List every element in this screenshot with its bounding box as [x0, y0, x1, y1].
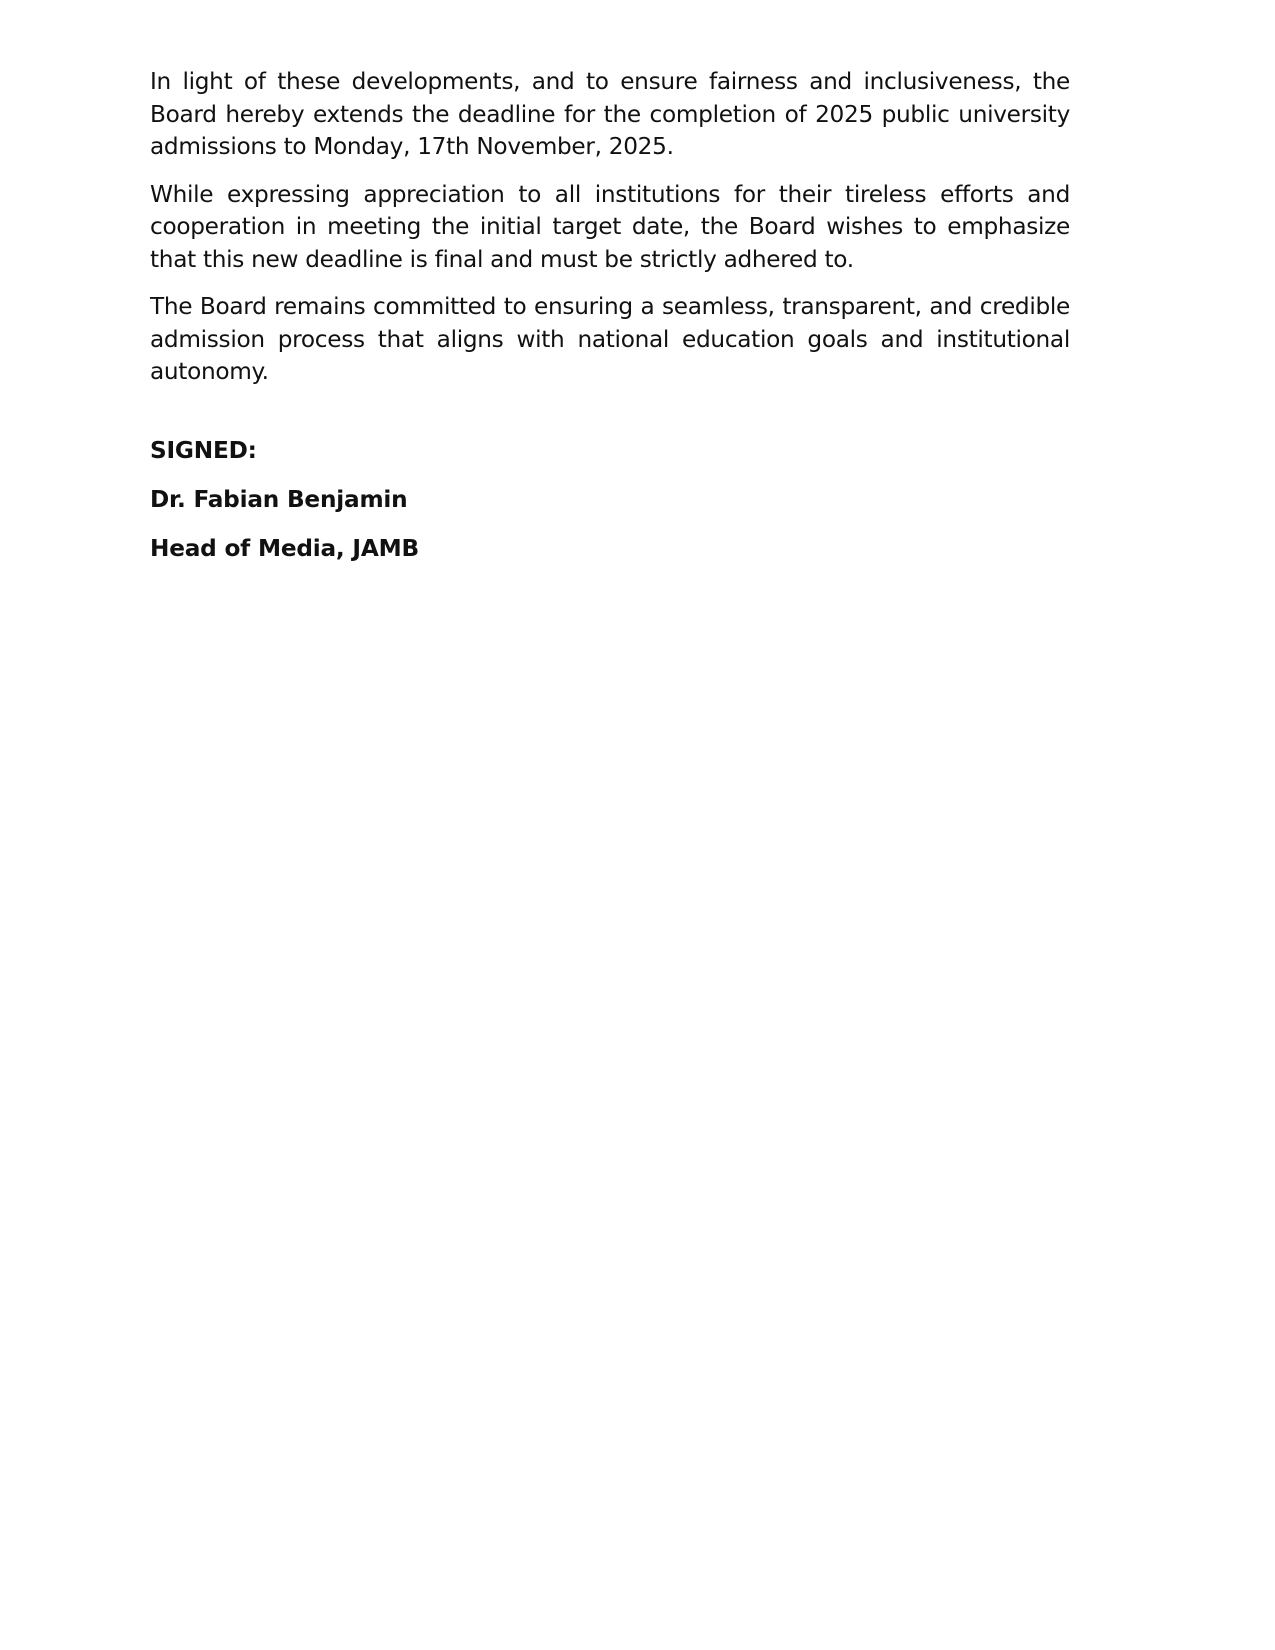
signed-label: SIGNED:: [150, 436, 257, 464]
document-body: [150, 66, 1070, 584]
paragraph-deadline-extension: In light of these developments, and to ensure fairness and inclusiveness, the Board hereby extends the deadline for the completion of 2025 public university admissions to Monday, 17th November, 2025.: [150, 68, 1070, 160]
paragraph-commitment: The Board remains committed to ensuring a seamless, transparent, and credible admission process that aligns with national education goals and institutional autonomy.: [150, 293, 1070, 385]
paragraph-appreciation: While expressing appreciation to all institutions for their tireless efforts and cooperation in meeting the initial target date, the Board wishes to emphasize that this new deadline is final and must be strictly adhered to.: [150, 180, 1070, 273]
signature-block: [150, 437, 1070, 563]
signatory-name: Dr. Fabian Benjamin: [150, 485, 408, 513]
signatory-title: Head of Media, JAMB: [150, 534, 419, 562]
